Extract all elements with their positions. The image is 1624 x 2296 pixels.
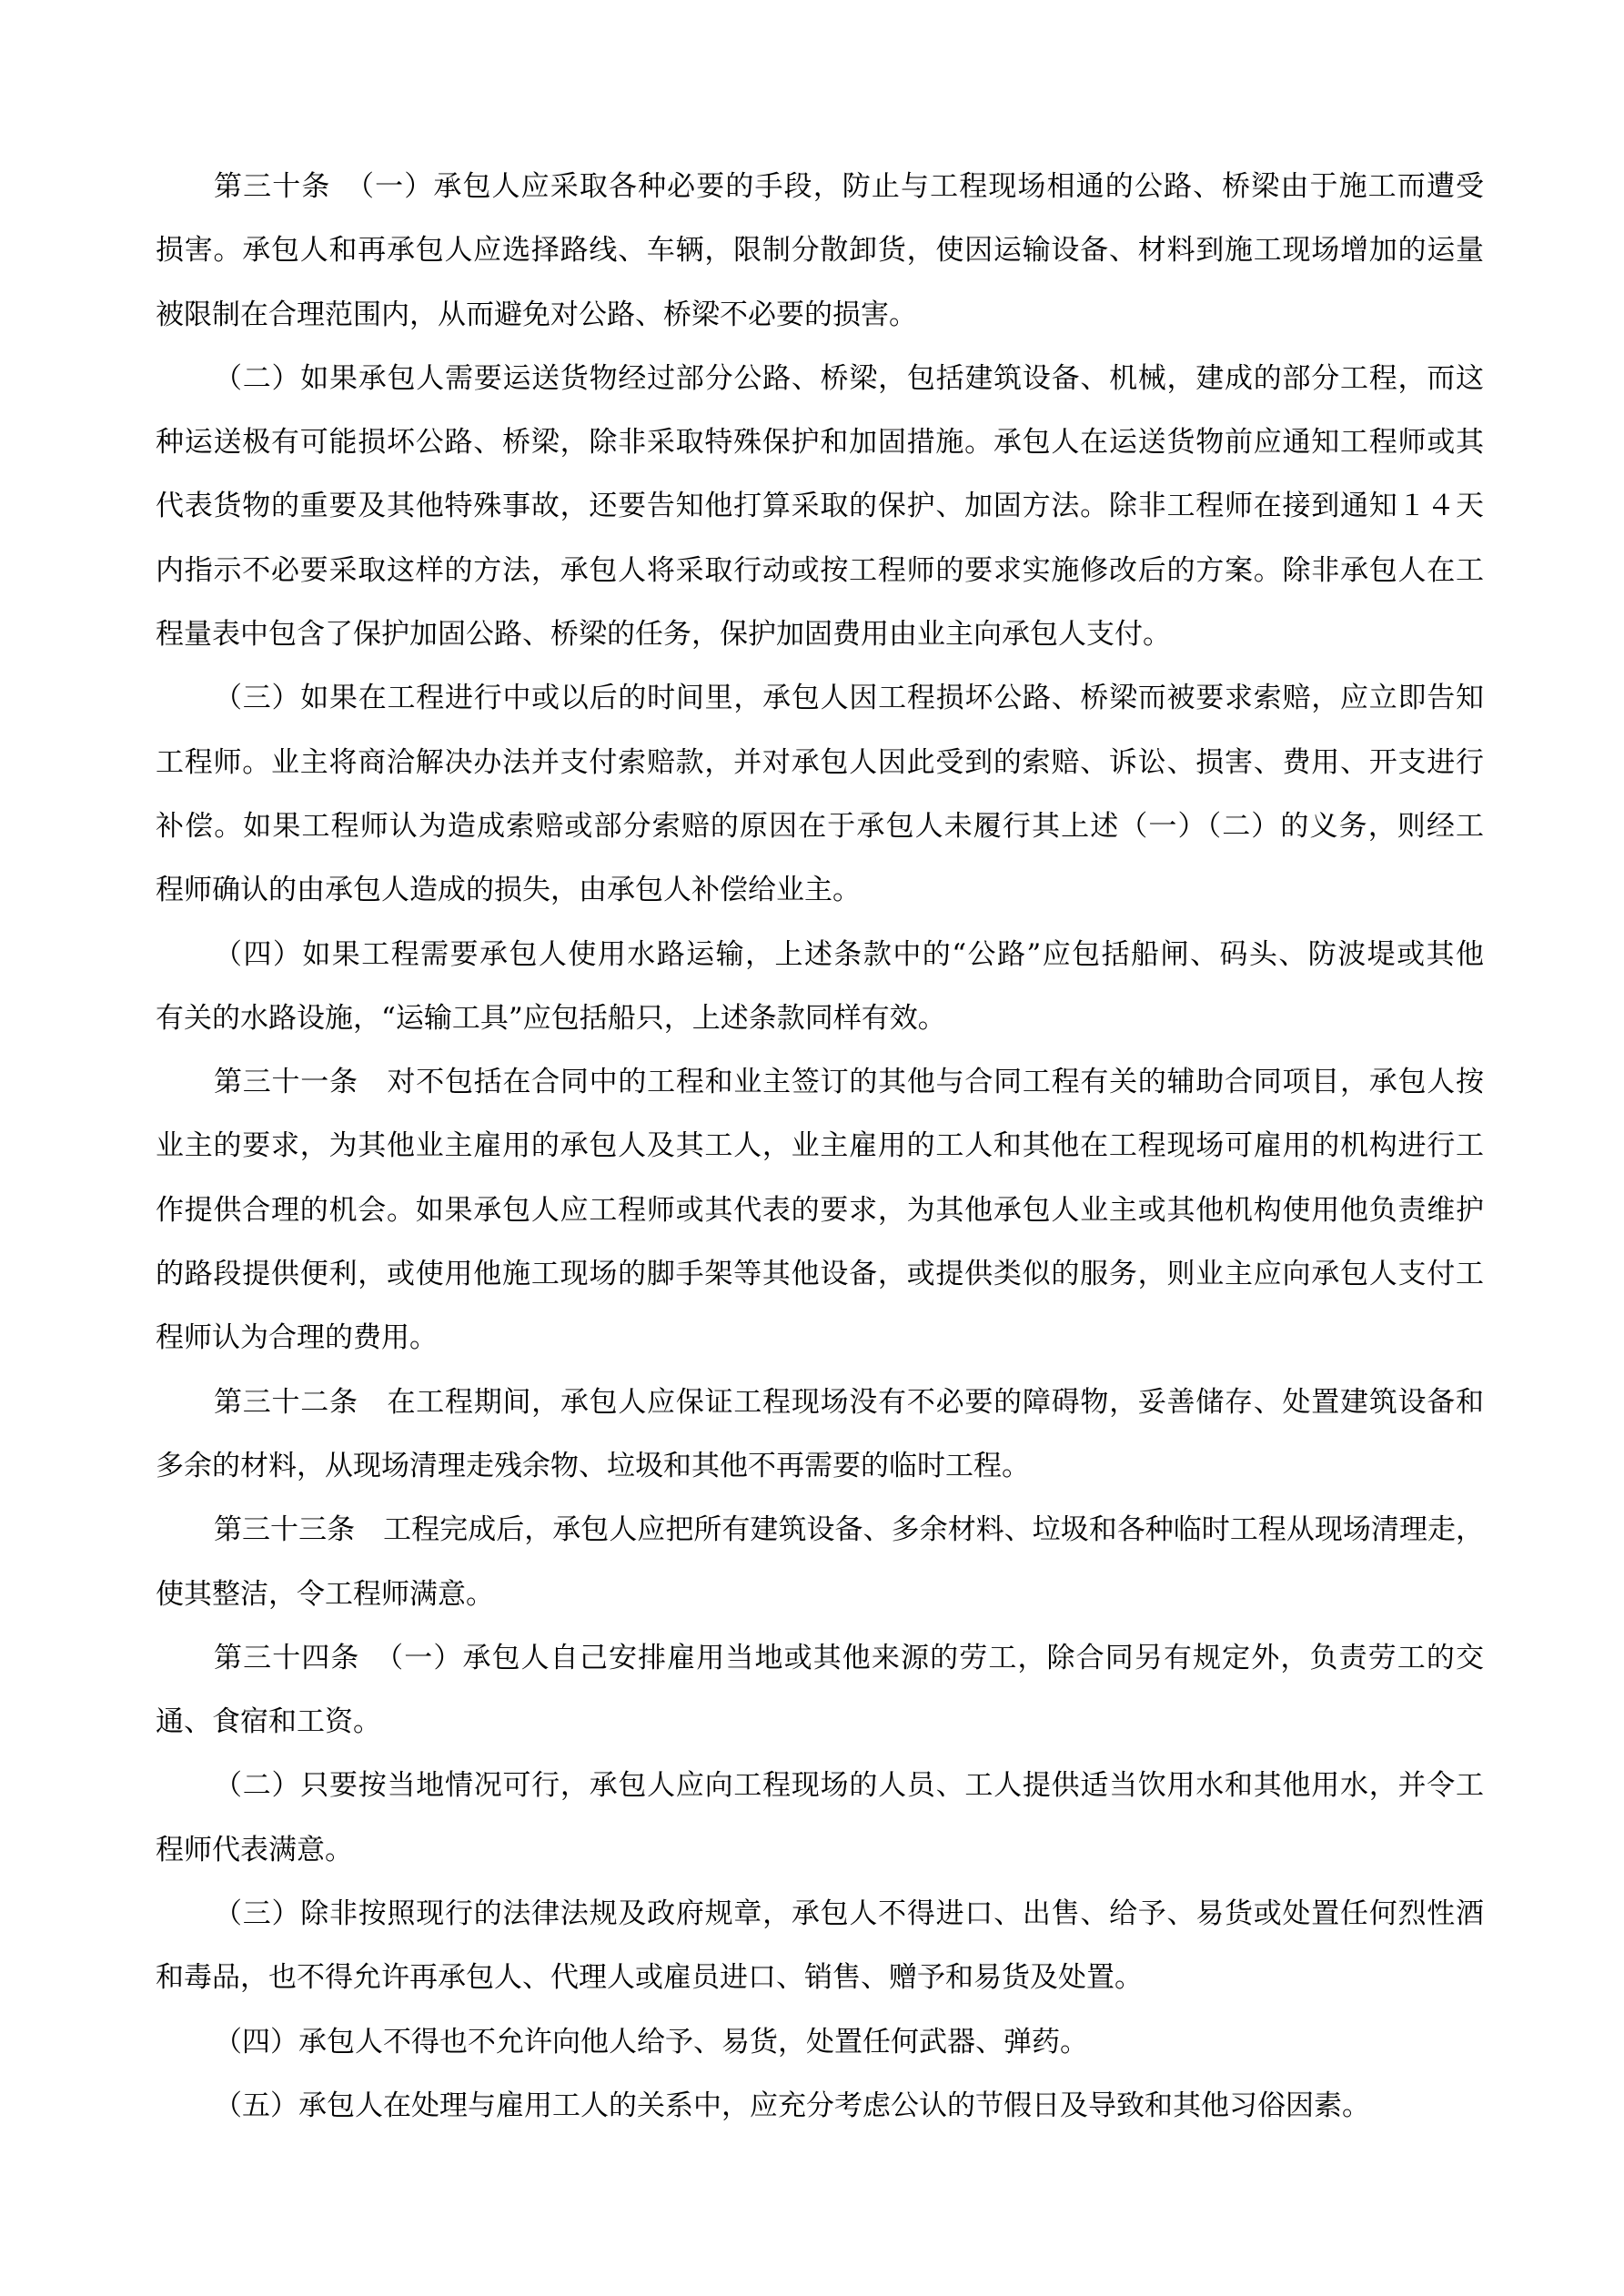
paragraph-line: 使其整洁，令工程师满意。 [156,1577,494,1611]
paragraph-line: （四）如果工程需要承包人使用水路运输，上述条款中的“公路”应包括船闸、码头、防波堤或其他 [214,937,1484,971]
paragraph-line: 和毒品，也不得允许再承包人、代理人或雇员进口、销售、赠予和易货及处置。 [156,1961,1143,1995]
paragraph [156,155,1484,347]
paragraph-line: 被限制在合理范围内，从而避免对公路、桥梁不必要的损害。 [156,298,917,331]
paragraph-line: 第三十三条 工程完成后，承包人应把所有建筑设备、多余材料、垃圾和各种临时工程从现场清理走， [214,1513,1484,1547]
paragraph-line: 代表货物的重要及其他特殊事故，还要告知他打算采取的保护、加固方法。除非工程师在接到通知１４天 [156,490,1484,523]
paragraph [156,666,1484,922]
paragraph-line: （四）承包人不得也不允许向他人给予、易货，处置任何武器、弹药。 [214,2025,1088,2058]
paragraph-line: 程师确认的由承包人造成的损失，由承包人补偿给业主。 [156,874,861,907]
paragraph-line: 通、食宿和工资。 [156,1705,381,1739]
paragraph [156,2010,1484,2074]
paragraph-line: （三）除非按照现行的法律法规及政府规章，承包人不得进口、出售、给予、易货或处置任何烈性酒 [214,1897,1484,1931]
paragraph-line: 内指示不必要采取这样的方法，承包人将采取行动或按工程师的要求实施修改后的方案。除非承包人在工 [156,553,1484,587]
paragraph-line: 多余的材料，从现场清理走残余物、垃圾和其他不再需要的临时工程。 [156,1449,1030,1482]
paragraph-line: （五）承包人在处理与雇用工人的关系中，应充分考虑公认的节假日及导致和其他习俗因素。 [214,2089,1370,2122]
paragraph-line: 第三十二条 在工程期间，承包人应保证工程现场没有不必要的障碍物，妥善储存、处置建筑设备和 [214,1385,1484,1419]
paragraph [156,1626,1484,1755]
paragraph [156,347,1484,666]
paragraph-line: 第三十四条 （一）承包人自己安排雇用当地或其他来源的劳工，除合同另有规定外，负责劳工的交 [214,1641,1484,1674]
paragraph-line: 工程师。业主将商洽解决办法并支付索赔款，并对承包人因此受到的索赔、诉讼、损害、费用、开支进行 [156,745,1484,779]
paragraph [156,2074,1484,2138]
paragraph-line: （二）如果承包人需要运送货物经过部分公路、桥梁，包括建筑设备、机械，建成的部分工程，而这 [214,361,1484,395]
paragraph-line: 业主的要求，为其他业主雇用的承包人及其工人，业主雇用的工人和其他在工程现场可雇用的机构进行工 [156,1129,1484,1163]
paragraph-line: 程师认为合理的费用。 [156,1321,438,1355]
paragraph-line: 作提供合理的机会。如果承包人应工程师或其代表的要求，为其他承包人业主或其他机构使用他负责维护 [156,1193,1484,1227]
paragraph [156,1754,1484,1882]
document-body [156,155,1484,2138]
paragraph-line: 程量表中包含了保护加固公路、桥梁的任务，保护加固费用由业主向承包人支付。 [156,618,1171,652]
paragraph-line: （二）只要按当地情况可行，承包人应向工程现场的人员、工人提供适当饮用水和其他用水，并令工 [214,1769,1484,1803]
paragraph [156,1371,1484,1499]
paragraph-line: （三）如果在工程进行中或以后的时间里，承包人因工程损坏公路、桥梁而被要求索赔，应立即告知 [214,682,1484,715]
paragraph-line: 有关的水路设施，“运输工具”应包括船只，上述条款同样有效。 [156,1001,946,1035]
paragraph-line: 补偿。如果工程师认为造成索赔或部分索赔的原因在于承包人未履行其上述（一）（二）的义务，则经工 [156,809,1484,843]
paragraph [156,1882,1484,2010]
paragraph-line: 损害。承包人和再承包人应选择路线、车辆，限制分散卸货，使因运输设备、材料到施工现场增加的运量 [156,234,1484,268]
paragraph-line: 第三十一条 对不包括在合同中的工程和业主签订的其他与合同工程有关的辅助合同项目，承包人按 [214,1066,1484,1099]
paragraph-line: 种运送极有可能损坏公路、桥梁，除非采取特殊保护和加固措施。承包人在运送货物前应通知工程师或其 [156,426,1484,460]
paragraph [156,1498,1484,1626]
paragraph [156,1050,1484,1370]
paragraph-line: 的路段提供便利，或使用他施工现场的脚手架等其他设备，或提供类似的服务，则业主应向承包人支付工 [156,1258,1484,1291]
paragraph [156,923,1484,1051]
paragraph-line: 程师代表满意。 [156,1833,353,1866]
paragraph-line: 第三十条 （一）承包人应采取各种必要的手段，防止与工程现场相通的公路、桥梁由于施工而遭受 [214,170,1484,203]
